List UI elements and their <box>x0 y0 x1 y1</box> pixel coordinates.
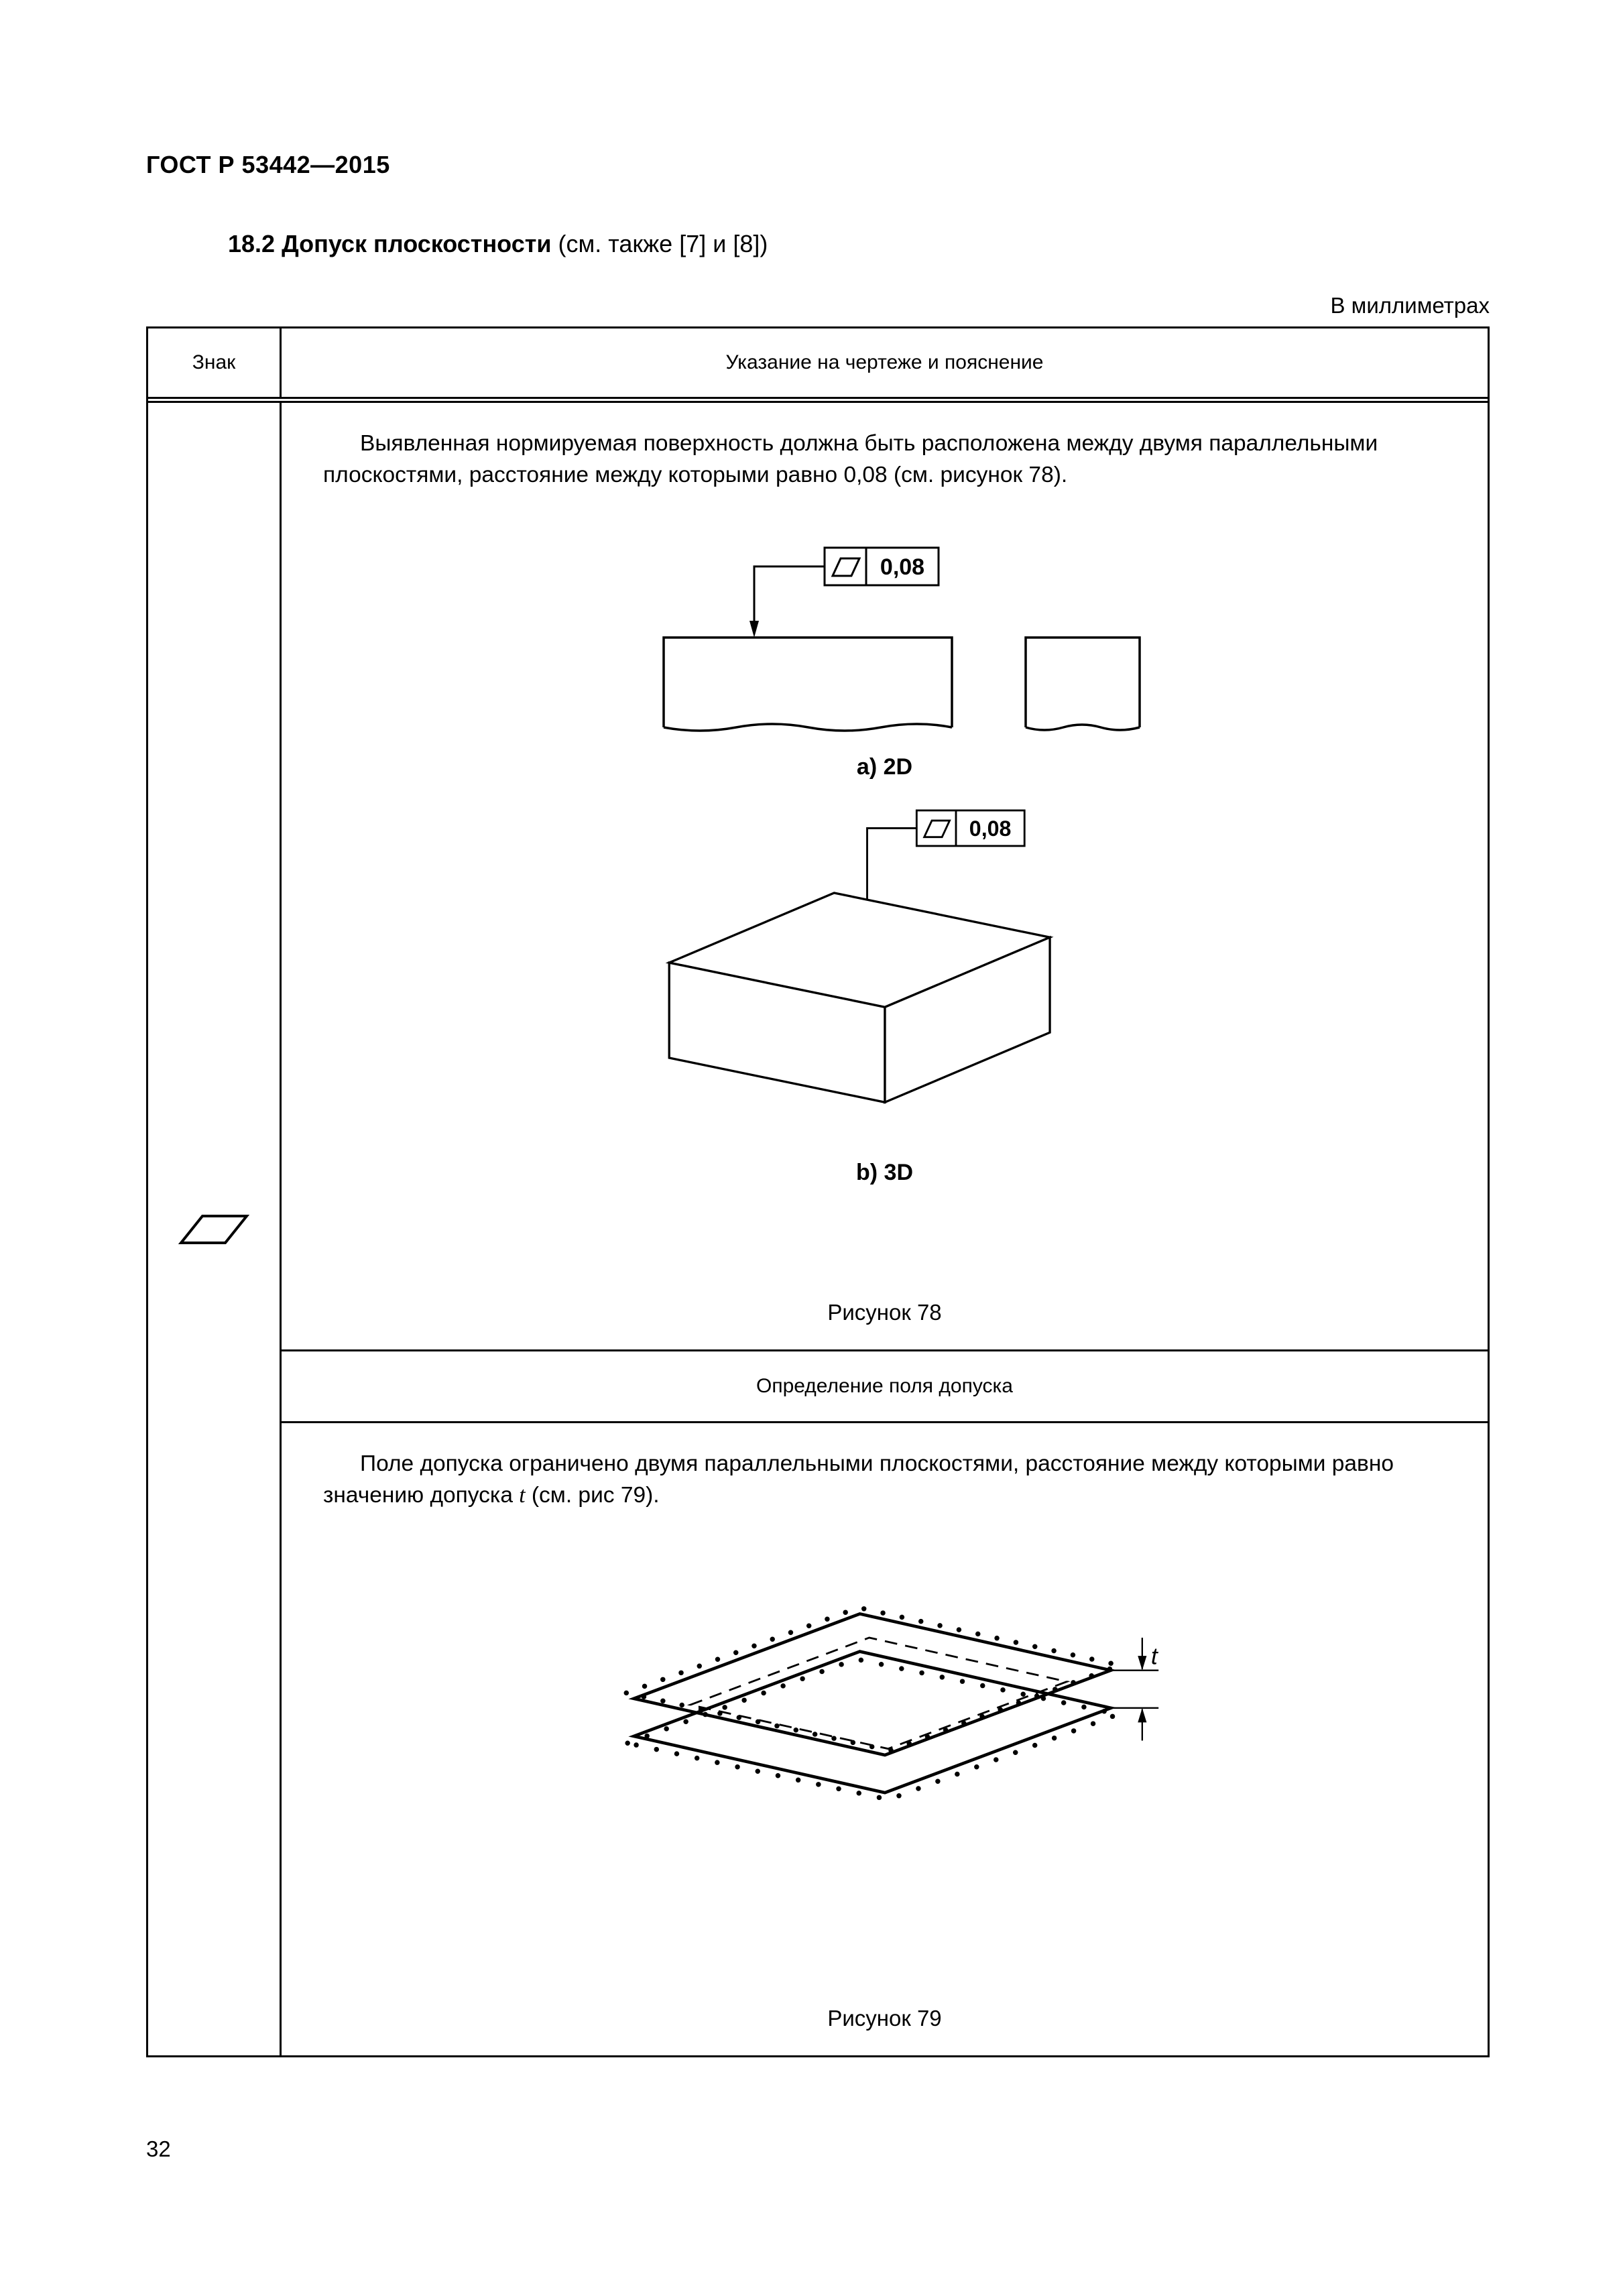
caption-3d: b) 3D <box>856 1159 913 1185</box>
tolerance-zone-cell <box>282 1423 1488 2055</box>
surface-outline-right <box>1026 638 1140 727</box>
units-note: В миллиметрах <box>1330 293 1490 318</box>
tolerance-frame-3d <box>916 810 1024 846</box>
extracted-surface-dots-upper <box>626 1608 1120 1750</box>
surface-break-line-right <box>1026 725 1140 730</box>
figure-79-drawing <box>590 1576 1180 1846</box>
document-header: ГОСТ Р 53442—2015 <box>146 151 390 178</box>
table-body <box>148 403 1488 2055</box>
surface-outline-left <box>664 638 952 727</box>
page-number: 32 <box>146 2136 171 2161</box>
tolerance-frame-2d <box>825 548 939 585</box>
paragraph-indication: Выявленная нормируемая поверхность должна быть расположена между двумя параллельными плоскостями, расстояние между которыми равно 0,08 (см. рисунок 78). <box>323 431 1378 487</box>
extracted-surface-dots-lower <box>627 1659 1118 1800</box>
section-number-title: 18.2 Допуск плоскостности <box>228 230 552 257</box>
paragraph-part-1: Поле допуска ограничено двумя параллельными плоскостями, расстояние между которыми равно значению допуска <box>323 1451 1394 1508</box>
drawing-indication-cell <box>282 403 1488 1349</box>
tolerance-variable-t: t <box>519 1482 526 1508</box>
paragraph-tolerance-zone <box>323 1449 1446 1512</box>
flatness-symbol-icon <box>924 821 949 837</box>
section-title-suffix: (см. также [7] и [8]) <box>551 230 768 257</box>
leader-line <box>754 566 825 623</box>
tolerance-value-3d: 0,08 <box>969 816 1011 841</box>
flatness-symbol-icon <box>833 558 859 576</box>
tolerance-value-2d: 0,08 <box>880 554 924 580</box>
paragraph-part-2: (см. рис 79). <box>525 1482 660 1508</box>
surface-break-line-left <box>664 724 952 731</box>
figure-78a-2d-drawing <box>623 536 1146 747</box>
tolerance-zone-definition-header: Определение поля допуска <box>282 1349 1488 1423</box>
description-column <box>282 403 1488 2055</box>
figure-79-caption: Рисунок 79 <box>827 2006 942 2031</box>
sign-cell <box>148 403 282 2055</box>
dimension-arrow-up <box>1138 1708 1146 1723</box>
dimension-arrow-down <box>1138 1656 1146 1671</box>
flatness-symbol-icon <box>177 1212 251 1247</box>
table-header-row <box>148 328 1488 403</box>
t-dimension <box>1111 1638 1158 1741</box>
section-heading <box>228 230 1490 258</box>
t-dimension-label: t <box>1150 1642 1158 1670</box>
tolerance-table <box>146 326 1490 2057</box>
figure-78-caption: Рисунок 78 <box>827 1300 942 1325</box>
leader-arrowhead <box>749 621 759 638</box>
column-header-description: Указание на чертеже и пояснение <box>725 351 1044 373</box>
caption-2d: a) 2D <box>856 753 913 780</box>
figure-78b-3d-drawing <box>644 798 1126 1153</box>
column-header-sign: Знак <box>148 328 282 397</box>
